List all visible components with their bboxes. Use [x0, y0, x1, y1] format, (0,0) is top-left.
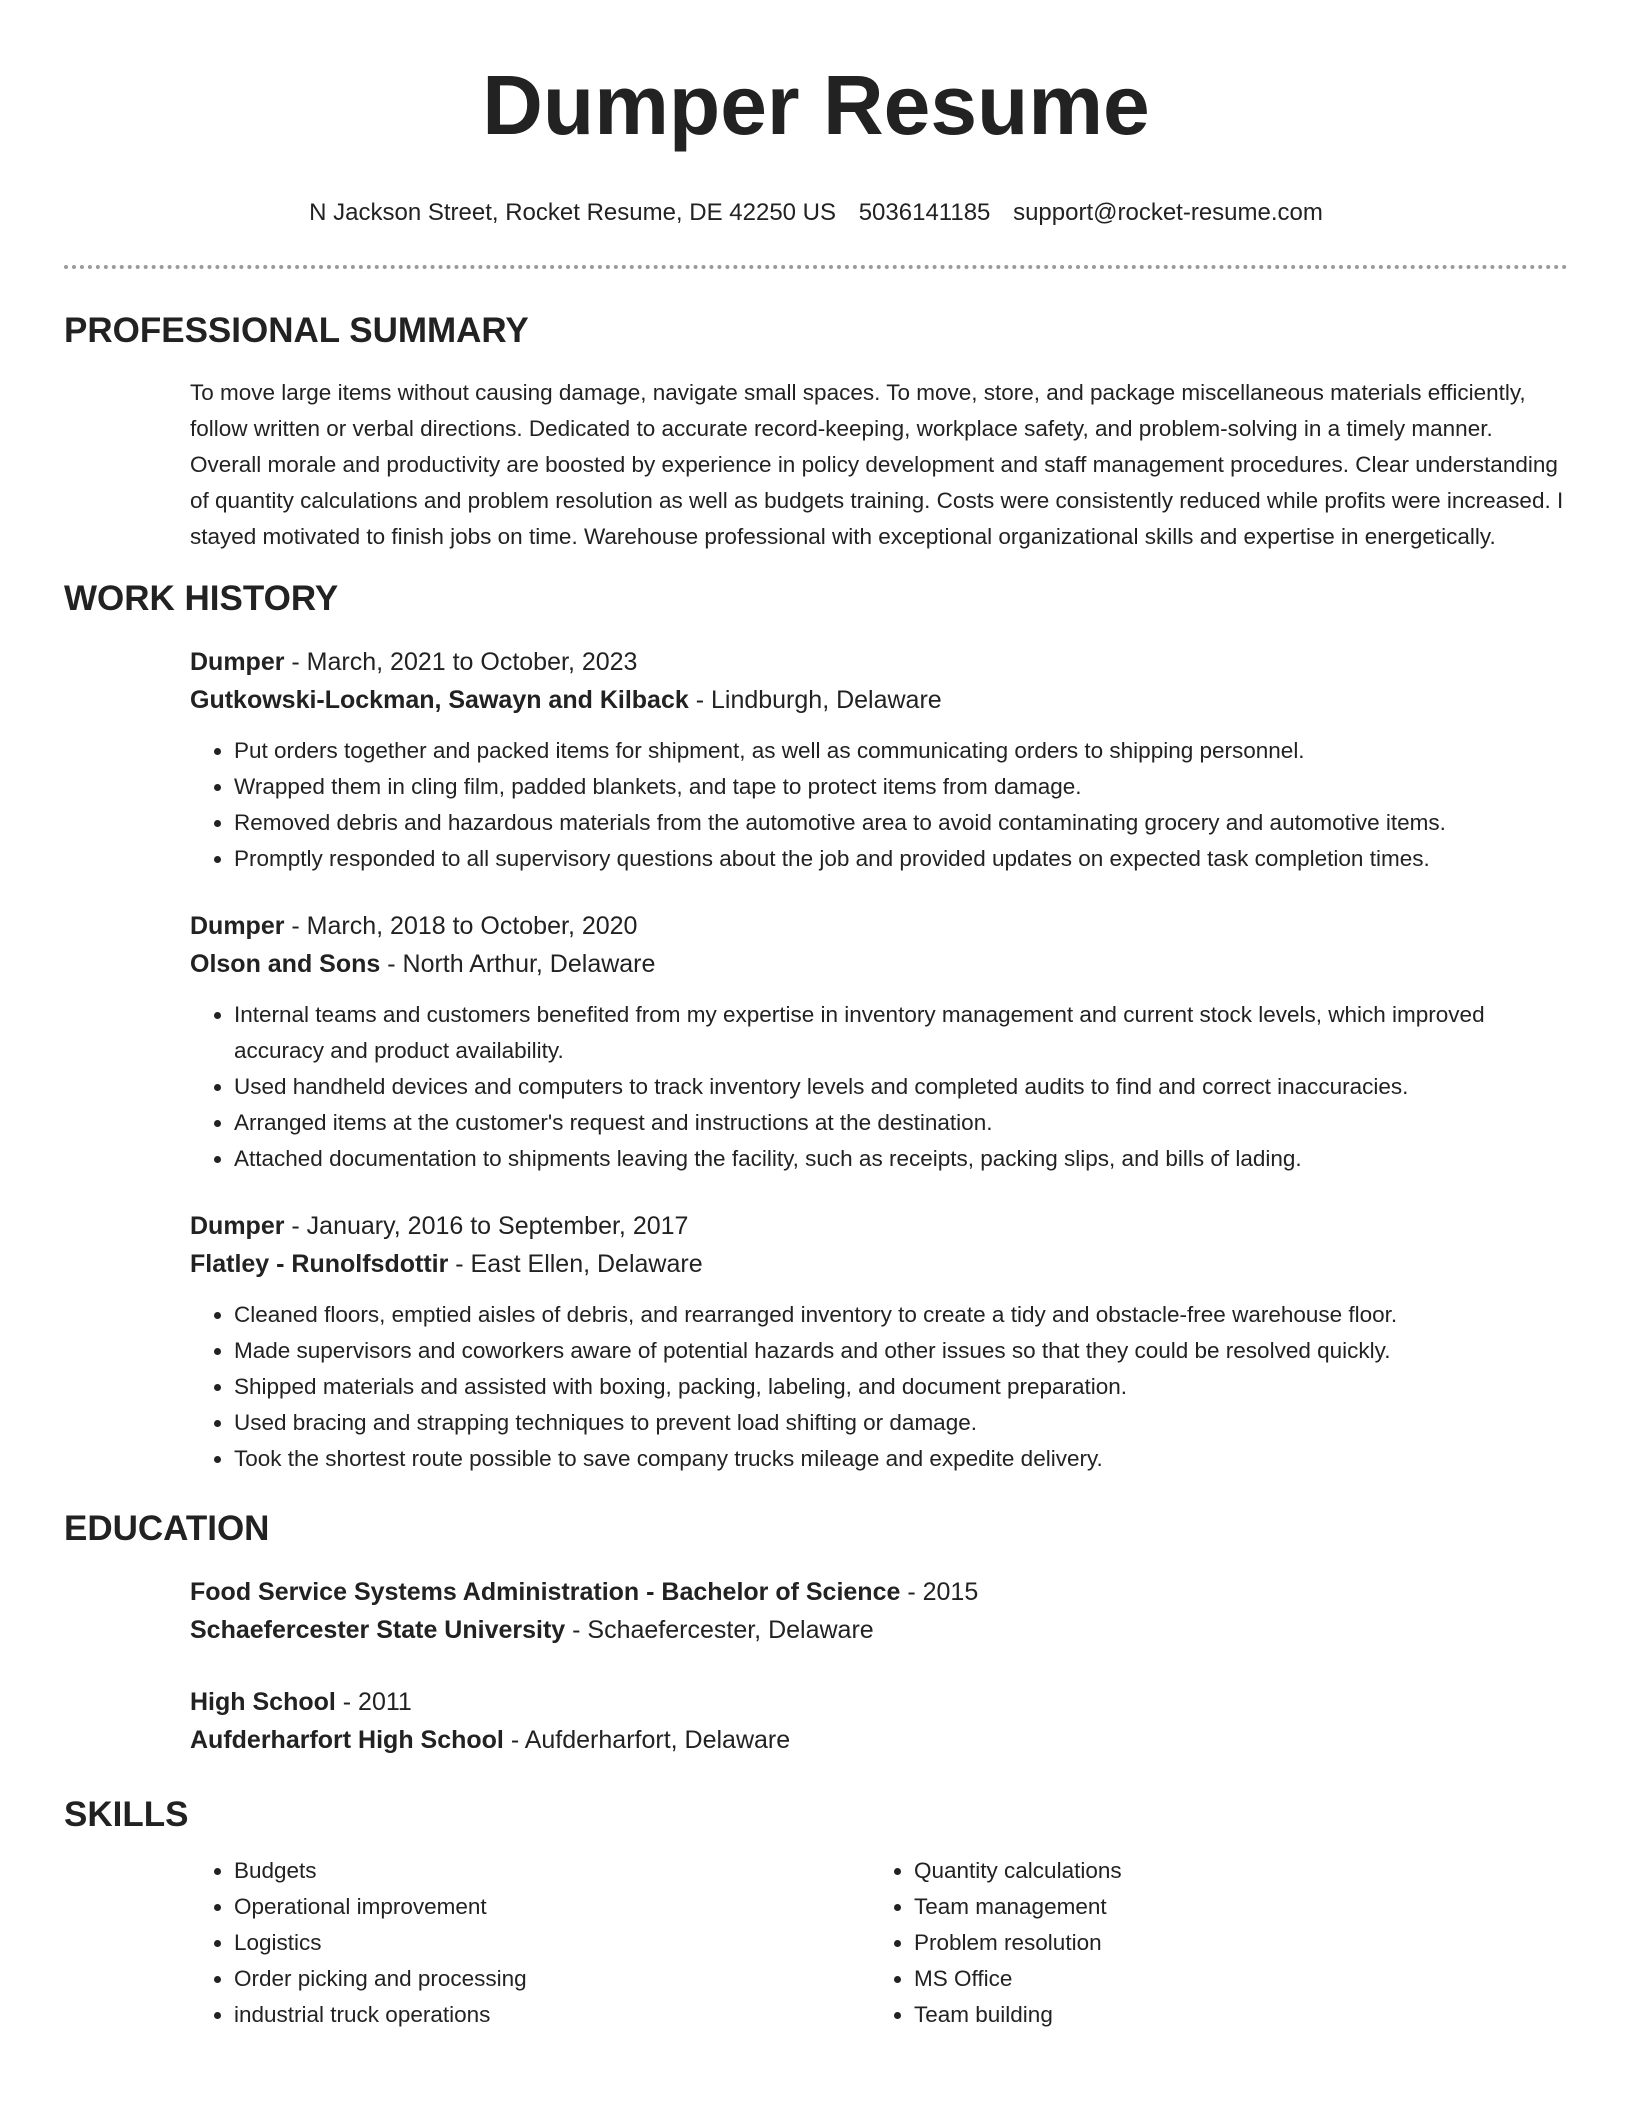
job-dates: - March, 2018 to October, 2020	[284, 912, 638, 940]
education-year: - 2015	[900, 1578, 979, 1606]
skill-item: • Budgets	[234, 1853, 870, 1889]
header-divider	[64, 265, 1568, 269]
education-school: Aufderharfort High School	[190, 1726, 504, 1754]
section-title-education: EDUCATION	[64, 1509, 270, 1548]
skill-item: • Problem resolution	[914, 1925, 1550, 1961]
job-location: - East Ellen, Delaware	[448, 1250, 703, 1278]
job-bullet: • Cleaned floors, emptied aisles of debris, and rearranged inventory to create a tidy and obstacle-free warehouse floor.	[234, 1297, 1568, 1333]
skill-item: • MS Office	[914, 1961, 1550, 1997]
skill-item: • Team management	[914, 1889, 1550, 1925]
job-bullet: • Shipped materials and assisted with boxing, packing, labeling, and document preparation.	[234, 1369, 1568, 1405]
skills-list-right	[870, 1853, 1550, 2033]
job-entry	[190, 907, 1568, 1177]
job-bullet: • Removed debris and hazardous materials from the automotive area to avoid contaminating grocery and automotive items.	[234, 805, 1568, 841]
job-bullet: • Promptly responded to all supervisory questions about the job and provided updates on expected task completion times.	[234, 841, 1568, 877]
education-year: - 2011	[335, 1688, 412, 1716]
job-company: Gutkowski-Lockman, Sawayn and Kilback	[190, 686, 689, 714]
job-dates: - March, 2021 to October, 2023	[284, 648, 638, 676]
resume-name: Dumper Resume	[482, 58, 1150, 152]
job-company-line	[190, 945, 1568, 983]
job-company-line	[190, 1245, 1568, 1283]
skill-item: • Logistics	[234, 1925, 870, 1961]
education-entry	[190, 1573, 1568, 1649]
education-school-line	[190, 1611, 1568, 1649]
job-title-line	[190, 643, 1568, 681]
summary-text: To move large items without causing damage, navigate small spaces. To move, store, and package miscellaneous materials efficiently, follow written or verbal directions. Dedicated to accurate record-keeping, workplace safety, and problem-solving in a timely manner. Overall morale and productivity are boosted by experience in policy development and staff management procedures. Clear understanding of quantity calculations and problem resolution as well as budgets training. Costs were consistently reduced while profits were increased. I stayed motivated to finish jobs on time. Warehouse professional with exceptional organizational skills and expertise in energetically.	[190, 380, 1564, 549]
contact-phone: 5036141185	[858, 199, 991, 226]
job-bullet: • Took the shortest route possible to save company trucks mileage and expedite delivery.	[234, 1441, 1568, 1477]
job-bullets	[190, 1297, 1568, 1477]
skill-item: • industrial truck operations	[234, 1997, 870, 2033]
job-bullet: • Attached documentation to shipments leaving the facility, such as receipts, packing slips, and bills of lading.	[234, 1141, 1568, 1177]
job-bullet: • Used handheld devices and computers to track inventory levels and completed audits to find and correct inaccuracies.	[234, 1069, 1568, 1105]
contact-address: N Jackson Street, Rocket Resume, DE 42250 US	[309, 199, 837, 226]
job-location: - Lindburgh, Delaware	[688, 686, 942, 714]
contact-line	[0, 197, 1632, 229]
job-location: - North Arthur, Delaware	[380, 950, 656, 978]
job-bullet: • Arranged items at the customer's request and instructions at the destination.	[234, 1105, 1568, 1141]
job-dates: - January, 2016 to September, 2017	[284, 1212, 689, 1240]
section-title-work-history: WORK HISTORY	[64, 579, 339, 618]
skill-item: • Operational improvement	[234, 1889, 870, 1925]
skill-item: • Order picking and processing	[234, 1961, 870, 1997]
education-entry	[190, 1683, 1568, 1759]
job-role: Dumper	[190, 912, 285, 940]
education-degree-line	[190, 1683, 1568, 1721]
job-bullet: • Put orders together and packed items for shipment, as well as communicating orders to shipping personnel.	[234, 733, 1568, 769]
section-title-skills: SKILLS	[64, 1795, 189, 1834]
education-degree-line	[190, 1573, 1568, 1611]
job-bullet: • Wrapped them in cling film, padded blankets, and tape to protect items from damage.	[234, 769, 1568, 805]
work-history-section	[0, 577, 1632, 1477]
skills-grid	[190, 1853, 1568, 2033]
job-bullets	[190, 733, 1568, 877]
job-role: Dumper	[190, 648, 285, 676]
job-entry	[190, 1207, 1568, 1477]
skill-item: • Team building	[914, 1997, 1550, 2033]
education-location: - Aufderharfort, Delaware	[503, 1726, 791, 1754]
job-company: Olson and Sons	[190, 950, 381, 978]
contact-email: support@rocket-resume.com	[1013, 199, 1323, 226]
job-role: Dumper	[190, 1212, 285, 1240]
section-title-summary: PROFESSIONAL SUMMARY	[64, 311, 529, 350]
education-school-line	[190, 1721, 1568, 1759]
job-title-line	[190, 1207, 1568, 1245]
job-entry	[190, 643, 1568, 877]
education-section	[0, 1507, 1632, 1759]
skill-item: • Quantity calculations	[914, 1853, 1550, 1889]
job-bullets	[190, 997, 1568, 1177]
job-company-line	[190, 681, 1568, 719]
job-bullet: • Used bracing and strapping techniques to prevent load shifting or damage.	[234, 1405, 1568, 1441]
education-degree: High School	[190, 1688, 336, 1716]
job-title-line	[190, 907, 1568, 945]
education-school: Schaefercester State University	[190, 1616, 566, 1644]
job-company: Flatley - Runolfsdottir	[190, 1250, 449, 1278]
skills-section	[0, 1793, 1632, 2033]
education-location: - Schaefercester, Delaware	[565, 1616, 874, 1644]
skills-list-left	[190, 1853, 870, 2033]
job-bullet: • Made supervisors and coworkers aware of potential hazards and other issues so that they could be resolved quickly.	[234, 1333, 1568, 1369]
job-bullet: • Internal teams and customers benefited from my expertise in inventory management and current stock levels, which improved accuracy and product availability.	[234, 997, 1568, 1069]
summary-section	[0, 309, 1632, 555]
education-degree: Food Service Systems Administration - Bachelor of Science	[190, 1578, 901, 1606]
